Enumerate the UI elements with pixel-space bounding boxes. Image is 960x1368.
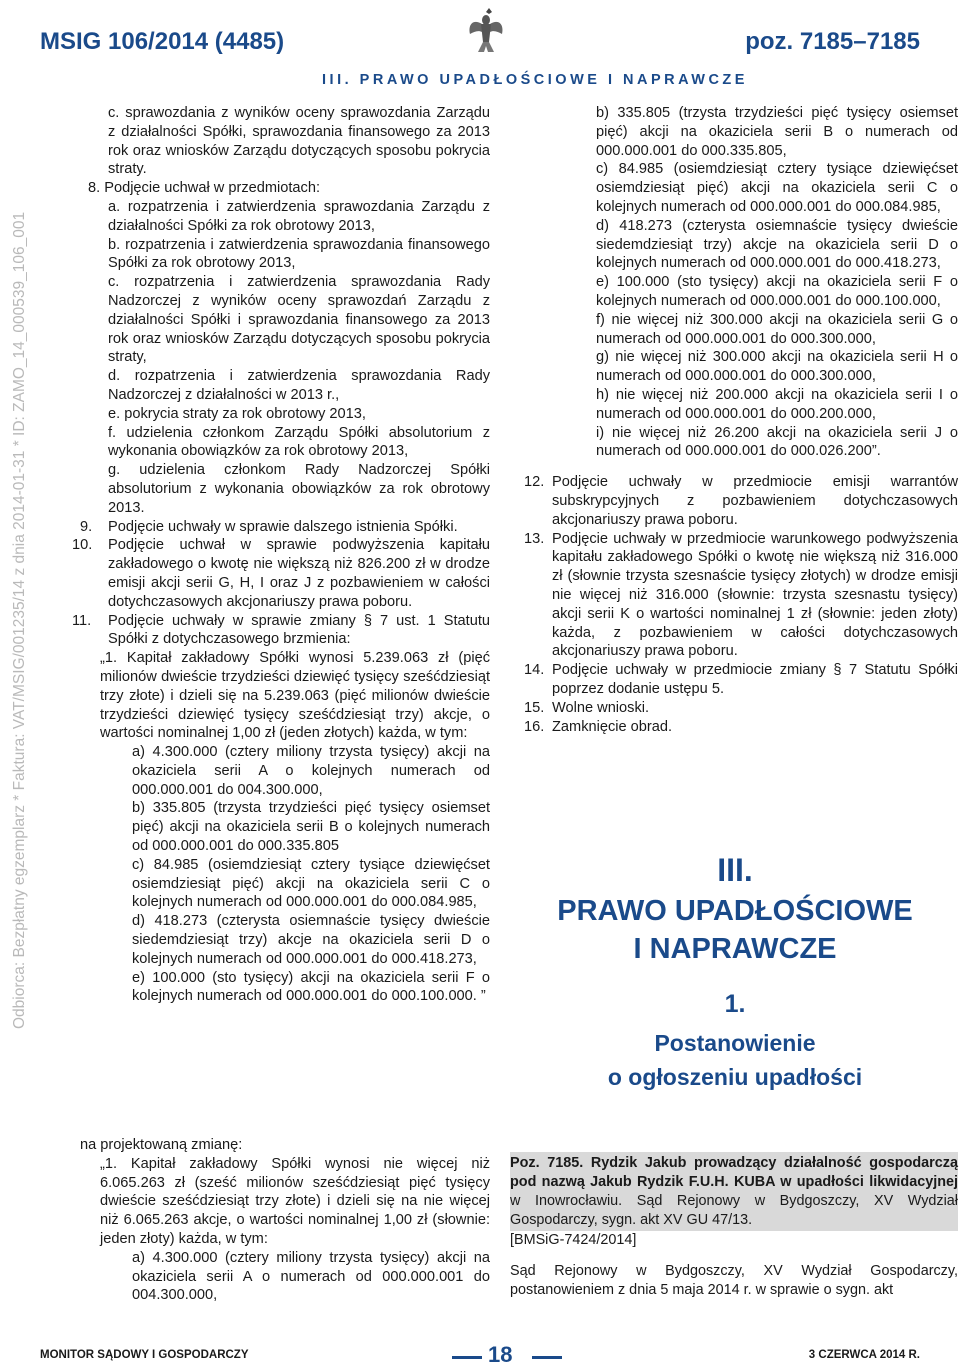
list-item: b) 335.805 (trzysta trzydzieści pięć tysięcy osiemset pięć) akcji na okaziciela serii B o numerach od 000.000.001 do 000.335.805, — [596, 105, 958, 159]
recipient-watermark: Odbiorca: Bezpłatny egzemplarz * Faktura: VAT/MSIG/001235/14 z dnia 2014-01-31 * ID: ZAMO_14_000539_106_001 — [11, 211, 28, 1029]
subsection-title: Postanowienie o ogłoszeniu upadłości — [607, 1030, 863, 1090]
section-header: III. PRAWO UPADŁOŚCIOWE I NAPRAWCZE — [322, 72, 748, 88]
list-item: c. rozpatrzenia i zatwierdzenia sprawozdania Rady Nadzorczej z wyników oceny sprawozdań Zarządu z działalności Spółki i sprawozdania finansowego za 2013 rok oraz wniosków Zarządu dotyczących sposobu pokrycia straty, — [108, 274, 490, 366]
insolvency-notice — [510, 1152, 958, 1300]
list-item: b) 335.805 (trzysta trzydzieści pięć tysięcy osiemset pięć) akcji na okaziciela serii B o kolejnych numerach od 000.000.001 do 000.335.805 — [132, 800, 490, 855]
list-item: g. udzielenia członkom Rady Nadzorczej Spółki absolutorium z wykonania obowiązków za rok obrotowy 2013. — [108, 462, 490, 516]
right-column — [512, 104, 958, 736]
notice-paragraph: Sąd Rejonowy w Bydgoszczy, XV Wydział Gospodarczy, postanowieniem z dnia 5 maja 2014 r. w sprawie o sygn. akt — [510, 1263, 958, 1298]
list-item: f) nie więcej niż 300.000 akcji na okaziciela serii G o numerach od 000.000.001 do 000.300.000, — [596, 311, 958, 347]
list-item: g) nie więcej niż 300.000 akcji na okaziciela serii H o numerach od 000.000.001 do 000.300.000, — [596, 349, 958, 385]
footer-dash — [532, 1356, 562, 1359]
list-item: 9. Podjęcie uchwały w sprawie dalszego istnienia Spółki. — [80, 518, 458, 535]
list-item: 14. Podjęcie uchwały w przedmiocie zmiany § 7 Statutu Spółki poprzez dodanie ustępu 5. — [524, 662, 958, 697]
list-item: 13. Podjęcie uchwały w przedmiocie warunkowego podwyższenia kapitału zakładowego Spółki o kwotę nie większą niż 316.000 zł (słownie trzysta szesnaście tysięcy złotych) w drodze emisji nie więcej niż 316.000 (słownie: trzysta szesnastu tysięcy) akcji serii K o wartości nominalnej 1 zł (słownie: jeden złoty) każda, z pozbawieniem w całości dotychczasowych akcjonariuszy prawa poboru. — [524, 530, 958, 660]
list-item: 11. Podjęcie uchwały w sprawie zmiany § 7 ust. 1 Statutu Spółki z dotychczasowego brzmienia: — [72, 612, 490, 648]
intro-text: na projektowaną zmianę: — [80, 1137, 243, 1153]
subsection-number: 1. — [724, 990, 746, 1018]
list-item: a) 4.300.000 (cztery miliony trzysta tysięcy) akcji na okaziciela serii A o numerach od 000.000.001 do 004.300.000, — [132, 1249, 490, 1304]
list-item: 8. Podjęcie uchwał w przedmiotach: — [88, 180, 320, 197]
footer-dash — [452, 1356, 482, 1359]
list-item: 15. Wolne wnioski. — [524, 699, 650, 716]
notice-heading: Poz. 7185. Rydzik Jakub prowadzący działalność gospodarczą pod nazwą Jakub Rydzik F.U.H. KUBA w upadłości likwidacyjnej w Inowrocławiu. Sąd Rejonowy w Bydgoszczy, XV Wydział Gospodarczy, sygn. akt XV GU 47/13. — [510, 1152, 958, 1231]
position-number: poz. 7185–7185 — [745, 28, 920, 55]
list-item: e) 100.000 (sto tysięcy) akcji na okaziciela serii F o kolejnych numerach od 000.000.001 do 000.100.000, — [596, 274, 958, 309]
section-roman-numeral: III. — [717, 852, 753, 888]
polish-eagle-emblem-icon — [466, 6, 506, 56]
proposed-change-column — [80, 1136, 490, 1305]
footer-date: 3 CZERWCA 2014 R. — [808, 1349, 920, 1361]
quoted-statute: „1. Kapitał zakładowy Spółki wynosi nie więcej niż 6.065.263 zł (sześć milionów sześćdziesiąt pięć tysięcy dwieście sześćdziesiąt trzy złote) i dzieli się na nie więcej niż 6.065.263 akcje, o wartości nominalnej 1,00 zł (słownie: jeden złoty) każda, w tym: — [100, 1155, 490, 1247]
notice-code: [BMSiG-7424/2014] — [510, 1232, 637, 1248]
list-item: 10. Podjęcie uchwał w sprawie podwyższenia kapitału zakładowego o kwotę nie większą niż 826.200 zł w drodze emisji akcji serii G, H, I oraz J z pozbawieniem w całości dotychczasowych akcjonariuszy prawa poboru. — [72, 537, 490, 610]
list-item: e) 100.000 (sto tysięcy) akcji na okaziciela serii F o kolejnych numerach od 000.000.001 do 000.100.000. ” — [132, 969, 490, 1005]
list-item: a) 4.300.000 (cztery miliony trzysta tysięcy) akcji na okaziciela serii A o kolejnych numerach od 000.000.001 do 004.300.000, — [132, 744, 490, 798]
list-item: 12. Podjęcie uchwały w przedmiocie emisji warrantów subskrypcyjnych z pozbawieniem dotychczasowych akcjonariuszy prawa poboru. — [524, 474, 958, 528]
list-item: d) 418.273 (czterysta osiemnaście tysięcy dwieście siedemdziesiąt trzy) akcje na okaziciela serii D o kolejnych numerach od 000.000.001 do 000.418.273, — [596, 217, 958, 272]
list-item: b. rozpatrzenia i zatwierdzenia sprawozdania finansowego Spółki za rok obrotowy 2013, — [108, 236, 490, 272]
list-item: c) 84.985 (osiemdziesiąt cztery tysiące dziewięćset osiemdziesiąt pięć) akcji na okaziciela serii C o kolejnych numerach od 000.000.001 do 000.084.985, — [132, 856, 490, 911]
quoted-statute: „1. Kapitał zakładowy Spółki wynosi 5.239.063 zł (pięć milionów dwieście trzydzieści dziewięć tysięcy sześćdziesiąt trzy złote) i dzieli się na 5.239.063 (pięć milionów dwieście trzydzieści dziewięć tysięcy sześćdziesiąt trzy) akcje, o wartości nominalnej 1,00 zł (jeden złotych) każda, w tym: — [100, 650, 490, 742]
list-item: i) nie więcej niż 26.200 akcji na okaziciela serii J o numerach od 000.000.001 do 000.026.200”. — [596, 424, 958, 460]
journal-issue: MSIG 106/2014 (4485) — [40, 28, 285, 55]
list-item: f. udzielenia członkom Zarządu Spółki absolutorium z wykonania obowiązków za rok obrotowy 2013, — [108, 424, 490, 460]
list-item: h) nie więcej niż 200.000 akcji na okaziciela serii I o numerach od 000.000.001 do 000.200.000, — [596, 386, 958, 422]
list-item: c. sprawozdania z wyników oceny sprawozdania Zarządu z działalności Spółki, sprawozdania finansowego za 2013 rok oraz wniosków Zarządu dotyczących sposobu pokrycia straty. — [108, 105, 490, 178]
page-number: 18 — [488, 1342, 513, 1367]
list-item: 16. Zamknięcie obrad. — [524, 718, 673, 735]
list-item: a. rozpatrzenia i zatwierdzenia sprawozdania Zarządu z działalności Spółki za rok obrotowy 2013, — [108, 198, 490, 234]
footer-publication: MONITOR SĄDOWY I GOSPODARCZY — [40, 1349, 249, 1361]
list-item: e. pokrycia straty za rok obrotowy 2013, — [108, 405, 366, 422]
section-title: PRAWO UPADŁOŚCIOWE I NAPRAWCZE — [557, 895, 913, 965]
left-column — [72, 104, 490, 1006]
list-item: d) 418.273 (czterysta osiemnaście tysięcy dwieście siedemdziesiąt trzy) akcje na okaziciela serii D o kolejnych numerach od 000.000.001 do 000.418.273, — [132, 913, 490, 967]
list-item: d. rozpatrzenia i zatwierdzenia sprawozdania Rady Nadzorczej z działalności w 2013 r., — [108, 368, 490, 403]
list-item: c) 84.985 (osiemdziesiąt cztery tysiące dziewięćset osiemdziesiąt pięć) akcji na okaziciela serii C o kolejnych numerach od 000.000.001 do 000.084.985, — [596, 161, 958, 215]
